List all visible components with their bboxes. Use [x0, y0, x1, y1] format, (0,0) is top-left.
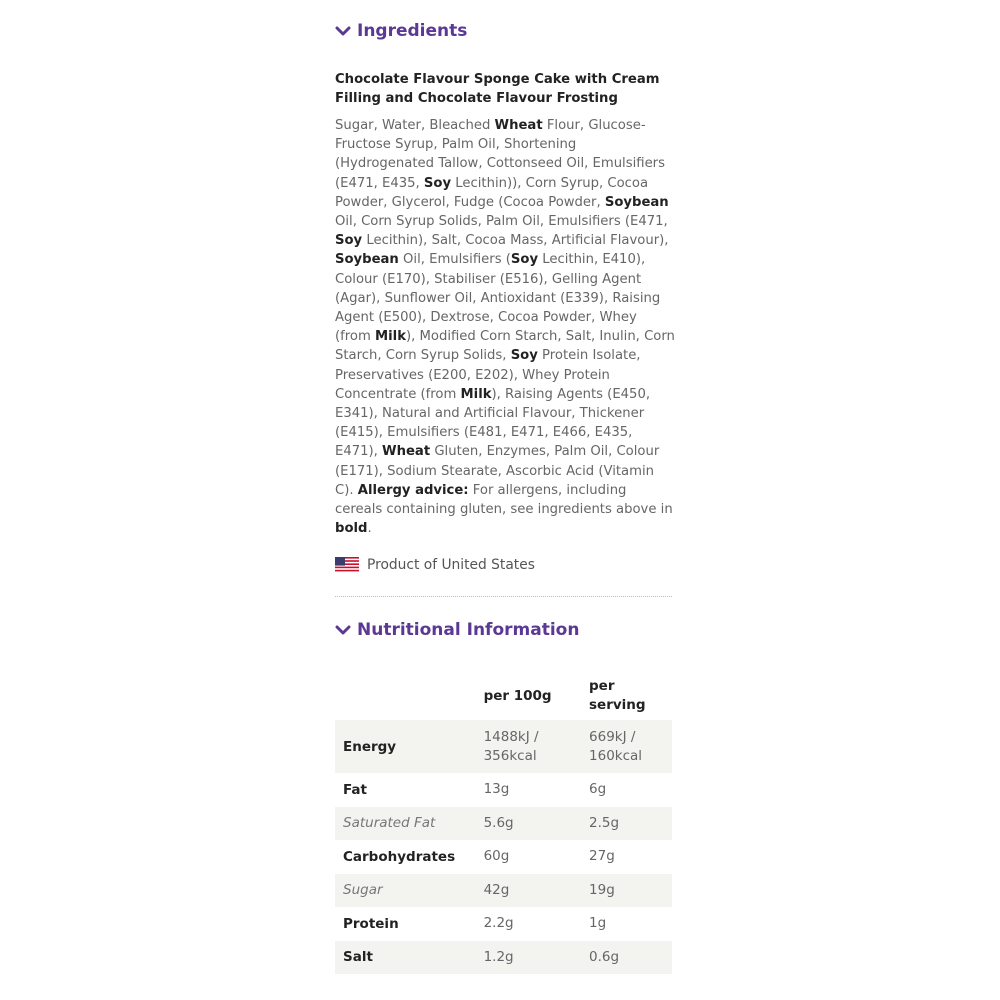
ingredient-text-segment: Lecithin, E410), Colour (E170), Stabiliser (E516), Gelling Agent (Agar), Sunflower Oil, Antioxidant (E339), Raising Agent (E500), Dextrose, Cocoa Powder, Whey (from — [335, 252, 661, 345]
per-100g-value: 13g — [483, 781, 510, 798]
allergen-highlight: Wheat — [382, 444, 431, 460]
nutrition-row — [335, 941, 672, 975]
us-flag-icon — [335, 557, 359, 573]
per-100g-value: 5.6g — [476, 807, 581, 841]
allergen-highlight: Wheat — [494, 118, 543, 133]
chevron-down-icon — [335, 623, 351, 637]
allergen-highlight: Soy — [335, 233, 363, 249]
origin-label: Product of United States — [367, 557, 535, 573]
allergen-highlight: Milk — [375, 329, 406, 345]
ingredients-text — [335, 116, 675, 538]
product-origin — [335, 557, 535, 573]
nutrition-row — [335, 773, 672, 807]
ingredients-heading: Ingredients — [357, 21, 468, 41]
nutrition-row — [335, 720, 672, 773]
nutrient-name: Salt — [335, 941, 476, 975]
ingredients-accordion-toggle[interactable] — [335, 21, 467, 41]
ingredient-text-segment: Oil, Emulsifiers ( — [398, 252, 511, 268]
per-serving-value: 2.5g — [581, 807, 672, 841]
per-100g-value: 1.2g — [476, 941, 581, 975]
nutrient-name: Sugar — [335, 874, 476, 908]
per-100g-column-header: per 100g — [483, 688, 552, 704]
per-serving-value: 0.6g — [581, 941, 672, 975]
nutrition-row — [335, 907, 672, 941]
nutrient-name: Carbohydrates — [343, 848, 456, 865]
nutrition-row — [335, 840, 672, 874]
per-100g-value: 60g — [483, 848, 510, 865]
nutrition-row — [335, 807, 672, 841]
nutrient-name: Fat — [343, 781, 367, 798]
chevron-down-icon — [335, 24, 351, 38]
allergen-highlight: Soy — [510, 348, 538, 364]
ingredient-text-segment: Lecithin)), Corn Syrup, Cocoa Powder, Glycerol, Fudge (Cocoa Powder, — [335, 175, 649, 210]
ingredient-text-segment: Gluten, Enzymes, Palm Oil, Colour (E171), Sodium Stearate, Ascorbic Acid (Vitamin C). — [335, 444, 660, 498]
nutrient-name: Energy — [335, 720, 476, 773]
per-100g-value: 42g — [476, 874, 581, 908]
nutrient-column-header — [335, 672, 476, 720]
section-divider — [335, 596, 672, 597]
allergen-highlight: Soy — [510, 252, 539, 268]
allergen-highlight: bold — [335, 521, 368, 537]
ingredient-text-segment: ), Raising Agents (E450, E341), Natural and Artificial Flavour, Thickener (E415), Emulsifiers (E481, E471, E466, E435, E471), — [335, 386, 651, 460]
per-serving-value: 27g — [589, 848, 615, 865]
per-100g-value: 2.2g — [483, 915, 514, 932]
per-serving-value: 19g — [581, 874, 672, 908]
nutrition-heading: Nutritional Information — [357, 620, 580, 640]
ingredient-text-segment: . — [367, 521, 372, 537]
allergen-highlight: Soybean — [604, 194, 669, 210]
ingredient-text-segment: Sugar, Water, Bleached — [335, 118, 495, 133]
per-serving-value: 6g — [589, 781, 607, 798]
nutrient-name: Saturated Fat — [335, 807, 476, 841]
ingredient-text-segment: Protein Isolate, Preservatives (E200, E202), Whey Protein Concentrate (from — [335, 348, 641, 402]
allergen-highlight: Soybean — [335, 252, 399, 268]
per-serving-value: 1g — [589, 915, 607, 932]
product-title: Chocolate Flavour Sponge Cake with Cream Filling and Chocolate Flavour Frosting — [335, 72, 660, 106]
per-100g-value: 1488kJ / 356kcal — [476, 720, 581, 773]
ingredient-text-segment: Oil, Corn Syrup Solids, Palm Oil, Emulsifiers (E471, — [335, 214, 668, 230]
allergen-highlight: Allergy advice: — [357, 482, 469, 498]
ingredient-text-segment: Lecithin), Salt, Cocoa Mass, Artificial Flavour), — [362, 233, 669, 249]
allergen-highlight: Soy — [423, 175, 452, 191]
nutrition-header-row — [335, 672, 672, 720]
ingredient-text-segment: ), Modified Corn Starch, Salt, Inulin, Corn Starch, Corn Syrup Solids, — [335, 329, 675, 364]
ingredient-text-segment: For allergens, including cereals containing gluten, see ingredients above in — [335, 482, 673, 518]
nutrition-accordion-toggle[interactable] — [335, 620, 579, 640]
nutrient-name: Protein — [343, 915, 399, 932]
per-serving-value: 669kJ / 160kcal — [581, 720, 672, 773]
per-serving-column-header: per serving — [589, 678, 646, 713]
ingredient-text-segment: Flour, Glucose-Fructose Syrup, Palm Oil, Shortening (Hydrogenated Tallow, Cottonseed Oil, Emulsifiers (E471, E435, — [335, 118, 665, 191]
allergen-highlight: Milk — [460, 386, 492, 402]
nutrition-table — [335, 672, 672, 974]
nutrition-row — [335, 874, 672, 908]
